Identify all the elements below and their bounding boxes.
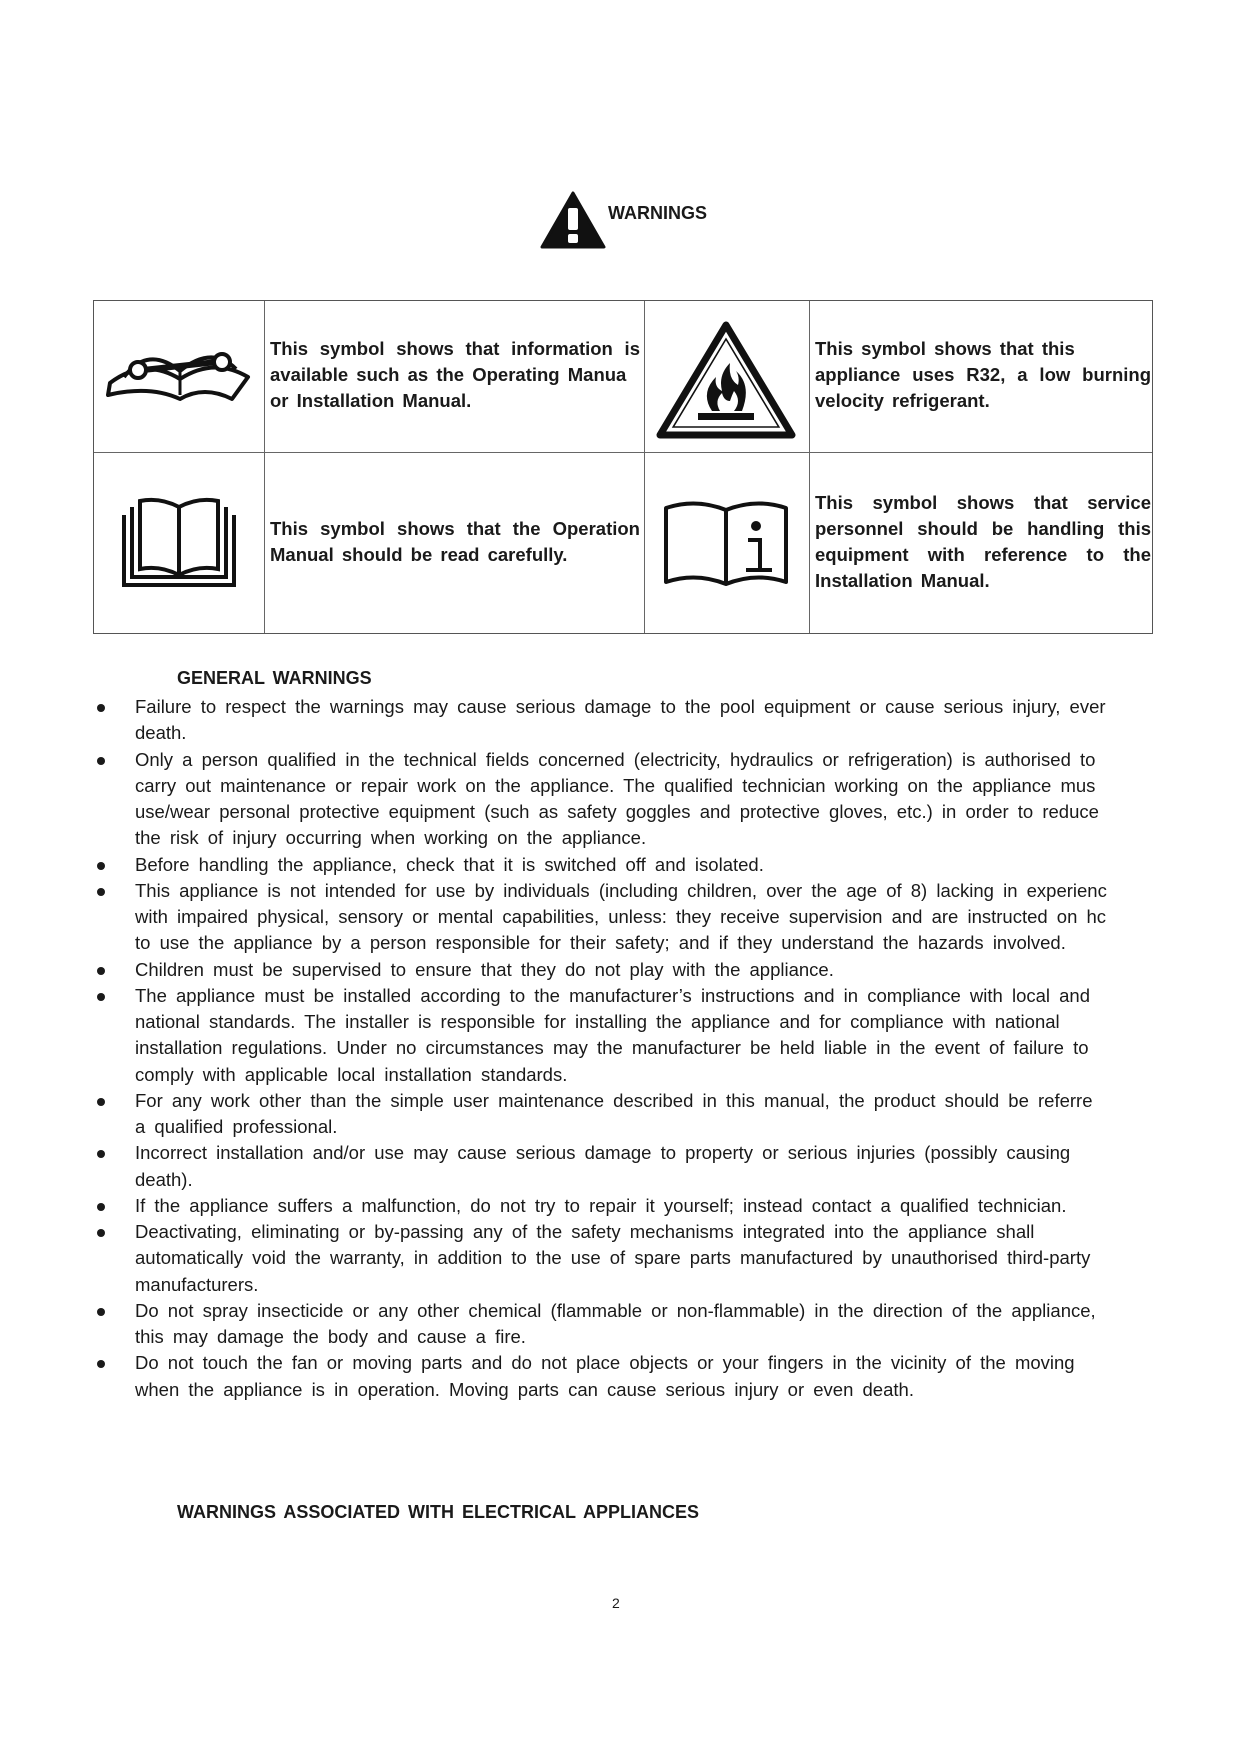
symbol-description-1 [270, 336, 640, 414]
symbol-4-line: Installation Manual. [815, 570, 990, 591]
warning-line: carry out maintenance or repair work on the appliance. The qualified technician working on the appliance mus [135, 774, 1096, 796]
warning-line: the risk of injury occurring when working on the appliance. [135, 827, 647, 849]
warning-line: installation regulations. Under no circumstances may the manufacturer be held liable in the event of failure to [135, 1037, 1089, 1059]
warning-line: to use the appliance by a person responsible for their safety; and if they understand the hazards involved. [135, 932, 1066, 954]
warning-line: The appliance must be installed according to the manufacturer’s instructions and in compliance with local and [135, 984, 1091, 1006]
bullet-icon [97, 1360, 105, 1368]
warning-line: If the appliance suffers a malfunction, do not try to repair it yourself; instead contact a qualified technician. [135, 1194, 1067, 1216]
flammable-warning-icon [656, 321, 796, 439]
warning-line: Do not touch the fan or moving parts and do not place objects or your fingers in the vicinity of the moving [135, 1352, 1075, 1374]
warnings-title: WARNINGS [608, 202, 707, 223]
bullet-icon [97, 704, 105, 712]
symbol-1-line: available such as the Operating Manua [270, 364, 627, 385]
symbol-1-line: or Installation Manual. [270, 390, 472, 411]
warning-line: Failure to respect the warnings may cause serious damage to the pool equipment or cause serious injury, ever [135, 696, 1106, 717]
warning-line: when the appliance is in operation. Moving parts can cause serious injury or even death. [135, 1378, 914, 1400]
symbol-4-line: This symbol shows that service [815, 492, 1151, 513]
warning-line: For any work other than the simple user maintenance described in this manual, the product should be referre [135, 1089, 1093, 1111]
bullet-icon [97, 1098, 105, 1106]
warning-line: a qualified professional. [135, 1116, 338, 1137]
bullet-icon [97, 1203, 105, 1211]
bullet-icon [97, 757, 105, 765]
symbol-3-line: Manual should be read carefully. [270, 544, 568, 565]
symbol-table [93, 300, 1153, 634]
warning-line: national standards. The installer is responsible for installing the appliance and for compliance with national [135, 1011, 1060, 1032]
symbol-1-line: This symbol shows that information is [270, 338, 640, 359]
manual-wrench-icon [104, 337, 254, 409]
warning-line: with impaired physical, sensory or mental capabilities, unless: they receive supervision and are instructed on hc [135, 906, 1107, 927]
symbol-2-line: velocity refrigerant. [815, 390, 990, 411]
warning-line: Before handling the appliance, check that it is switched off and isolated. [135, 853, 764, 875]
bullet-icon [97, 1229, 105, 1237]
warning-line: death). [135, 1168, 193, 1190]
warning-line: Incorrect installation and/or use may cause serious damage to property or serious injuries (possibly causing [135, 1142, 1071, 1164]
warning-line: Only a person qualified in the technical fields concerned (electricity, hydraulics or refrigeration) is authorised to [135, 748, 1096, 770]
bullet-icon [97, 1308, 105, 1316]
symbol-description-2 [815, 336, 1151, 414]
symbol-4-line: personnel should be handling this [815, 518, 1151, 539]
warning-line: Do not spray insecticide or any other chemical (flammable or non-flammable) in the direction of the appliance, [135, 1299, 1096, 1321]
symbol-2-line: This symbol shows that this [815, 338, 1075, 359]
symbol-4-line: equipment with reference to the [815, 544, 1151, 565]
warning-line: Children must be supervised to ensure that they do not play with the appliance. [135, 958, 834, 980]
warning-line: This appliance is not intended for use by individuals (including children, over the age of 8) lacking in experienc [135, 879, 1107, 901]
warning-line: automatically void the warranty, in addition to the use of spare parts manufactured by unauthorised third-party [135, 1247, 1091, 1269]
page-number: 2 [612, 1595, 620, 1611]
general-warnings-heading: GENERAL WARNINGS [177, 668, 372, 688]
bullet-icon [97, 1150, 105, 1158]
symbol-description-3 [270, 516, 640, 568]
bullet-icon [97, 993, 105, 1001]
bullet-icon [97, 862, 105, 870]
bullet-icon [97, 888, 105, 896]
warning-line: use/wear personal protective equipment (such as safety goggles and protective gloves, etc.) in order to reduce [135, 801, 1099, 822]
electrical-warnings-heading: WARNINGS ASSOCIATED WITH ELECTRICAL APPLIANCES [177, 1502, 700, 1522]
info-manual-icon [662, 496, 790, 590]
warning-line: manufacturers. [135, 1273, 259, 1295]
bullet-icon [97, 967, 105, 975]
warning-triangle-icon [540, 191, 606, 249]
open-book-icon [120, 495, 238, 591]
warning-line: comply with applicable local installation standards. [135, 1063, 568, 1085]
warnings-header [540, 190, 707, 250]
warning-line: this may damage the body and cause a fire. [135, 1326, 526, 1347]
warning-line: Deactivating, eliminating or by-passing any of the safety mechanisms integrated into the appliance shall [135, 1221, 1035, 1242]
symbol-3-line: This symbol shows that the Operation [270, 518, 640, 539]
warning-line: death. [135, 722, 187, 744]
symbol-description-4 [815, 490, 1151, 594]
symbol-2-line: appliance uses R32, a low burning [815, 364, 1151, 385]
